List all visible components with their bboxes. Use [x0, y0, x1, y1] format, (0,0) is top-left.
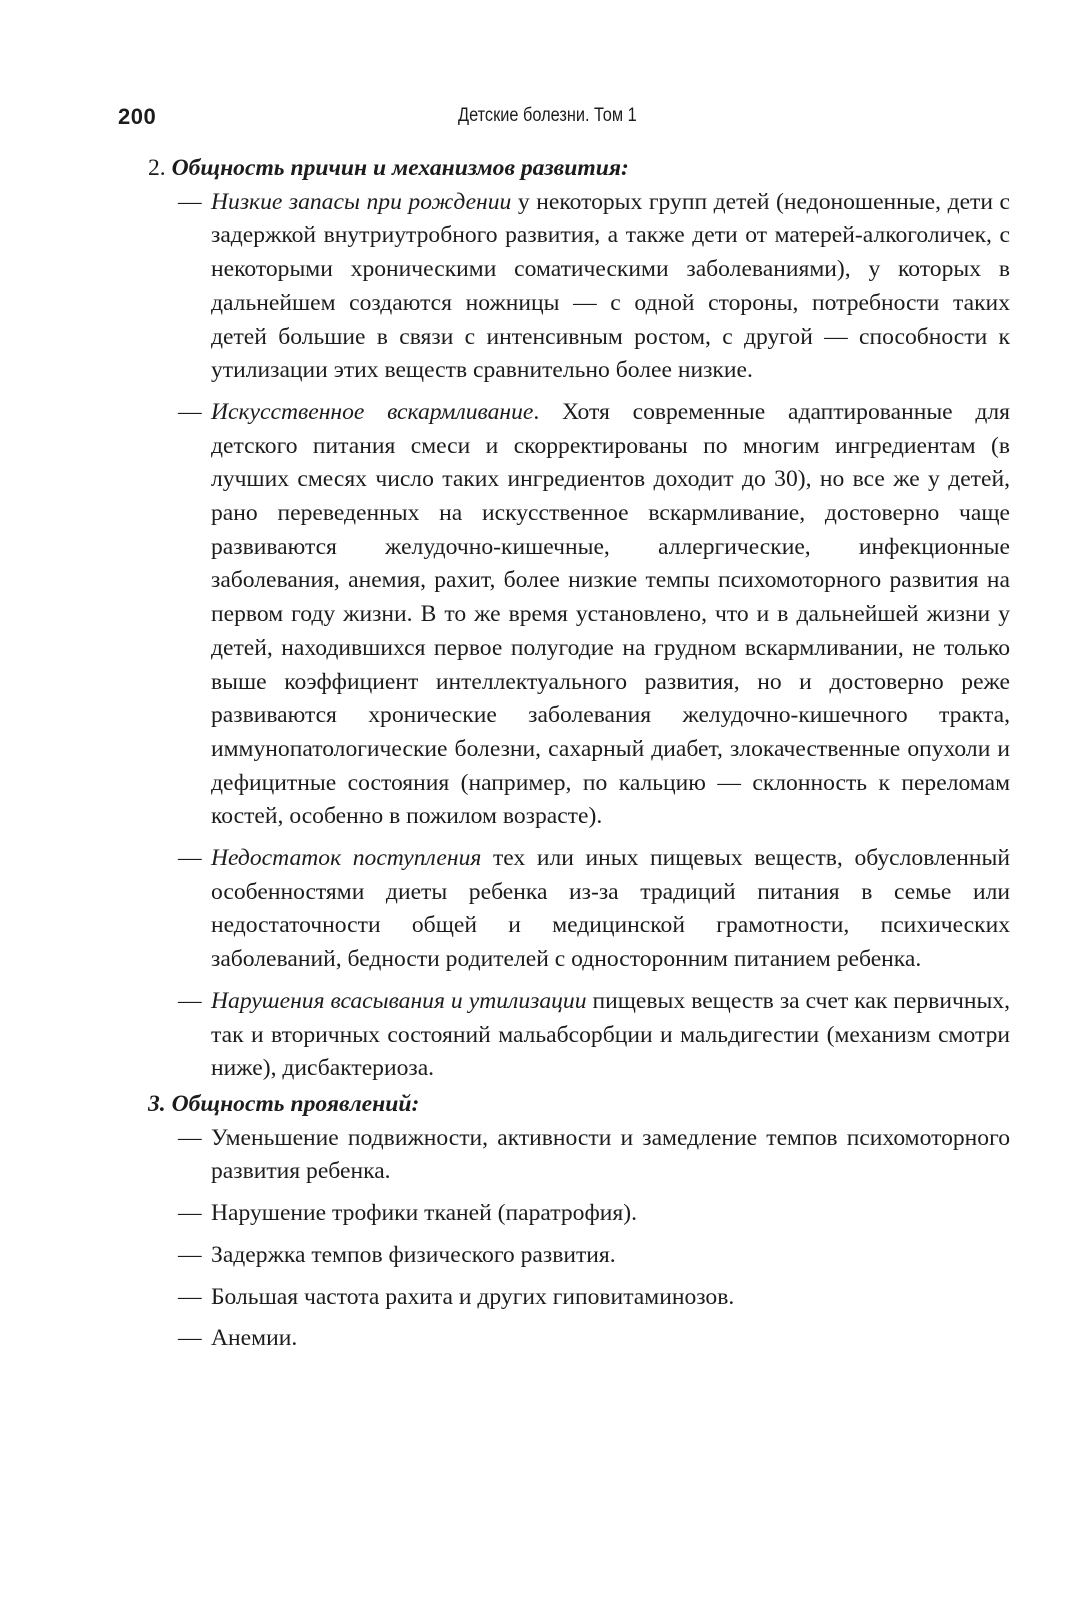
list-item-artificial-feeding [148, 396, 1010, 834]
list-dash: — [178, 1283, 202, 1310]
page-number: 200 [118, 104, 157, 129]
section-number: 2. [148, 155, 166, 181]
list-item-rickets [148, 1281, 1010, 1315]
item-lead-term: Нарушения всасывания и утилизации [211, 987, 587, 1014]
book-title: Детские болезни. Том 1 [458, 105, 637, 126]
page-body [148, 152, 1010, 1356]
item-lead-term: Низкие запасы при рождении [211, 188, 512, 215]
list-dash: — [178, 1241, 202, 1268]
item-text: Большая частота рахита и других гиповитаминозов. [211, 1283, 735, 1310]
list-dash: — [178, 1325, 202, 1352]
list-item-absorption-disorders [148, 985, 1010, 1086]
list-item-tissue-trophism [148, 1197, 1010, 1231]
item-text: Задержка темпов физического развития. [211, 1241, 616, 1268]
list-item-insufficient-intake [148, 842, 1010, 977]
item-text: . Хотя современные адаптированные для детского питания смеси и скорректированы по многим ингредиентам (в лучших смесях число таких ингредиентов доходит до 30), но все же у детей, рано переведенных на искусственное вскармливание, достоверно чаще развиваются желудочно-кишечные, аллергические, инфекционные заболевания, анемия, рахит, более низкие темпы психомоторного развития на первом году жизни. В то же время установлено, что и в дальнейшей жизни у детей, находившихся первое полугодие на грудном вскармливании, не только выше коэффициент интеллектуального развития, но и достоверно реже развиваются хронические заболевания желудочно-кишечного тракта, иммунопатологические болезни, сахарный диабет, злокачественные опухоли и дефицитные состояния (например, по кальцию — склонность к переломам костей, особенно в пожилом возрасте). [211, 398, 1010, 830]
item-text: пищевых веществ за счет как первичных, так и вторичных состояний мальабсорбции и мальдигестии (механизм смотри ниже), дисбактериоза. [211, 987, 1010, 1082]
section-title: Общность причин и механизмов развития: [171, 155, 629, 181]
item-text: тех или иных пищевых веществ, обусловленный особенностями диеты ребенка из-за традиций питания в семье или недостаточности общей и медицинской грамотности, психических заболеваний, бедности родителей с односторонним питанием ребенка. [211, 845, 1010, 973]
item-lead-term: Недостаток поступления [211, 845, 482, 872]
item-text: Нарушение трофики тканей (паратрофия). [211, 1200, 637, 1227]
list-item-reduced-mobility [148, 1122, 1010, 1189]
manifestations-list [148, 1122, 1010, 1356]
causes-list [148, 186, 1010, 1086]
item-text: у некоторых групп детей (недоношенные, дети с задержкой внутриутробного развития, а также дети от матерей-алкоголичек, с некоторыми хроническими соматическими заболеваниями), у которых в дальнейшем создаются ножницы — с одной стороны, потребности таких детей большие в связи с интенсивным ростом, с другой — способности к утилизации этих веществ сравнительно более низкие. [211, 188, 1010, 384]
section-heading-causes [148, 152, 1010, 186]
item-text: Уменьшение подвижности, активности и замедление темпов психомоторного развития ребенка. [211, 1124, 1010, 1185]
list-dash: — [178, 1200, 202, 1227]
item-text: Анемии. [211, 1325, 298, 1352]
list-dash: — [178, 398, 202, 425]
list-item-growth-delay [148, 1239, 1010, 1273]
list-dash: — [178, 188, 202, 215]
section-title: Общность проявлений: [171, 1090, 420, 1117]
item-lead-term: Искусственное вскармливание [211, 398, 534, 425]
list-dash: — [178, 987, 202, 1014]
running-header [118, 104, 1010, 134]
list-dash: — [178, 1124, 202, 1151]
list-item-anemia [148, 1322, 1010, 1356]
section-heading-manifestations [148, 1088, 1010, 1122]
section-number: 3. [148, 1090, 166, 1117]
list-dash: — [178, 845, 202, 872]
list-item-low-reserves [148, 186, 1010, 388]
